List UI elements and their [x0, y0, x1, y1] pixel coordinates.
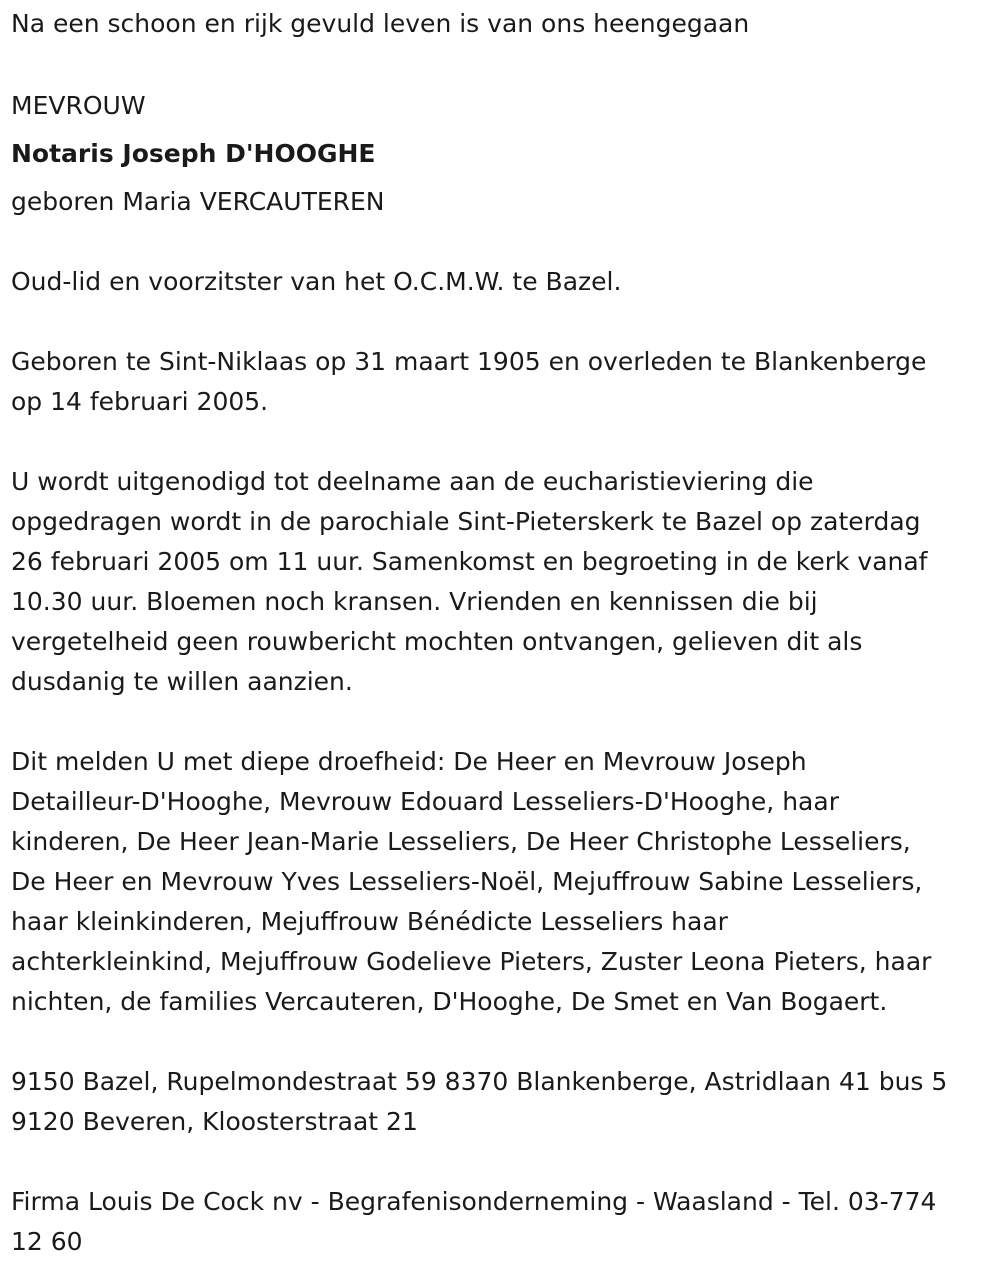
- paragraph-line: 9120 Beveren, Kloosterstraat 21: [11, 1107, 418, 1136]
- paragraph-line: 26 februari 2005 om 11 uur. Samenkomst en begroeting in de kerk vanaf: [11, 547, 928, 576]
- paragraph-line: kinderen, De Heer Jean-Marie Lesseliers, De Heer Christophe Lesseliers,: [11, 827, 911, 856]
- paragraph-line: achterkleinkind, Mejuffrouw Godelieve Pieters, Zuster Leona Pieters, haar: [11, 947, 932, 976]
- invitation-paragraph: [11, 462, 927, 702]
- funeral-home-paragraph: [11, 1182, 936, 1262]
- paragraph-line: Firma Louis De Cock nv - Begrafenisonderneming - Waasland - Tel. 03-774: [11, 1187, 937, 1216]
- deceased-spouse-name: Notaris Joseph D'HOOGHE: [11, 139, 376, 168]
- paragraph-line: opgedragen wordt in de parochiale Sint-Pieterskerk te Bazel op zaterdag: [11, 507, 921, 536]
- paragraph-line: 12 60: [11, 1227, 83, 1256]
- paragraph-line: Detailleur-D'Hooghe, Mevrouw Edouard Lesseliers-D'Hooghe, haar: [11, 787, 839, 816]
- role-text: Oud-lid en voorzitster van het O.C.M.W. te Bazel.: [11, 267, 622, 296]
- paragraph-line: 9150 Bazel, Rupelmondestraat 59 8370 Blankenberge, Astridlaan 41 bus 5: [11, 1067, 948, 1096]
- paragraph-line: vergetelheid geen rouwbericht mochten ontvangen, gelieven dit als: [11, 627, 863, 656]
- paragraph-line: nichten, de families Vercauteren, D'Hooghe, De Smet en Van Bogaert.: [11, 987, 888, 1016]
- intro-text: Na een schoon en rijk gevuld leven is van ons heengegaan: [11, 9, 750, 38]
- birth-death-paragraph: [11, 342, 926, 422]
- paragraph-line: U wordt uitgenodigd tot deelname aan de eucharistieviering die: [11, 467, 814, 496]
- paragraph-line: dusdanig te willen aanzien.: [11, 667, 353, 696]
- addresses-paragraph: [11, 1062, 947, 1142]
- paragraph-line: Dit melden U met diepe droefheid: De Heer en Mevrouw Joseph: [11, 747, 807, 776]
- paragraph-line: op 14 februari 2005.: [11, 387, 269, 416]
- paragraph-line: Geboren te Sint-Niklaas op 31 maart 1905 en overleden te Blankenberge: [11, 347, 927, 376]
- deceased-birth-name: geboren Maria VERCAUTEREN: [11, 187, 385, 216]
- paragraph-line: De Heer en Mevrouw Yves Lesseliers-Noël, Mejuffrouw Sabine Lesseliers,: [11, 867, 923, 896]
- mourners-paragraph: [11, 742, 931, 1022]
- paragraph-line: haar kleinkinderen, Mejuffrouw Bénédicte Lesseliers haar: [11, 907, 728, 936]
- deceased-title: MEVROUW: [11, 91, 146, 120]
- paragraph-line: 10.30 uur. Bloemen noch kransen. Vrienden en kennissen die bij: [11, 587, 818, 616]
